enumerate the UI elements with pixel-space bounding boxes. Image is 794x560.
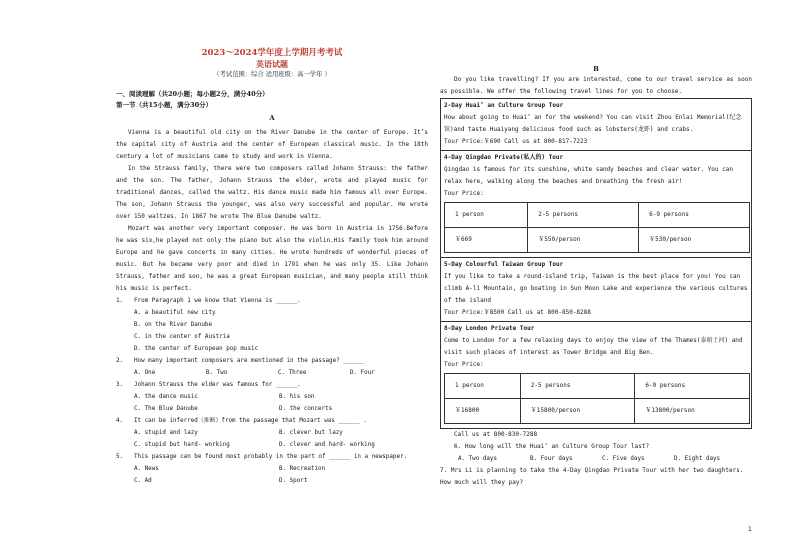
passage-paragraph: Vienna is a beautiful old city on the River Danube in the center of Europe. It’s the capital city of Austria and the center of European classical music. In the 18th century a lot of musicians came to study and work in Vienna. <box>116 129 428 160</box>
answer-option: C. Three <box>278 370 307 376</box>
question-number: 2. <box>116 358 124 364</box>
table-cell: ￥530/person <box>639 228 750 253</box>
table-cell: 1 person <box>445 203 528 228</box>
answer-option: B. on the River Danube <box>134 322 213 328</box>
tour-description: If you like to take a round-island trip, Taiwan is the best place for you! You can climb A-li Mountain, go boating in Sun Moon Lake and experience the various cultures of the island <box>444 273 748 304</box>
table-row <box>445 228 750 253</box>
exam-scope: （考试范围：综合 适用班级：高一学年 ） <box>213 71 331 78</box>
answer-option: B. Recreation <box>279 466 326 472</box>
passage-letter-b: B <box>593 65 599 73</box>
passage-paragraph: Mozart was another very important composer. He was born in Austria in 1756.Before he was six,he played not only the piano but also the violin.His family took him around Europe and he gave concerts in many cities. He wrote hundreds of wonderful pieces of music. But he became very poor and died in 1791 when he was only 35. Like Johann Strauss, father and son, he was a great European musician, and many people still think his music is perfect. <box>116 225 428 292</box>
tour-price-label: Tour Price: <box>444 190 484 197</box>
question-number: 4. <box>116 418 124 424</box>
tour-price: Tour Price:￥8500 Call us at 800-850-8288 <box>444 309 591 316</box>
tour-table <box>440 98 752 429</box>
right-column <box>440 64 752 489</box>
table-cell: 2-5 persons <box>528 203 639 228</box>
price-table-london <box>444 373 750 424</box>
tour-description: Qingdao is famous for its sunshine, white sandy beaches and clear water. You can relax here, walking along the beaches and breathing the fresh air! <box>444 166 733 185</box>
table-cell: 6-9 persons <box>635 374 750 399</box>
tour-description: How about going to Huai’ an for the weekend? You can visit Zhou Enlai Memorial(纪念馆)and taste Huaiyang delicious food such as lobsters(龙虾) and crabs. <box>444 114 742 133</box>
question-text: It can be inferred（推断）from the passage that Mozart was ______ . <box>134 418 367 424</box>
answer-option: A. a beautiful new city <box>134 310 216 316</box>
question-4 <box>116 415 428 451</box>
left-column <box>116 48 428 487</box>
question-1 <box>116 295 428 355</box>
tour-title: 4-Day Qingdao Private(私人的) Tour <box>444 154 564 161</box>
price-table-qingdao <box>444 202 750 253</box>
question-number: 1. <box>116 298 124 304</box>
question-text: This passage can be found most probably in the part of ______ in a newspaper. <box>134 454 408 460</box>
answer-option: A. the dance music <box>134 394 198 400</box>
question-text: How many important composers are mentioned in the passage? ______ <box>134 358 365 364</box>
table-row <box>445 399 750 424</box>
answer-option: A. stupid and lazy <box>134 430 198 436</box>
passage-paragraph: In the Strauss family, there were two composers called Johann Strauss: the father and the son. The father, Johann Strauss the elder, wrote and played music for traditional dances, called the waltz. His dance music made him famous all over Europe. The son, Johann Strauss the younger, was also very successful and popular. He wrote over 150 waltzes. In 1867 he wrote The Blue Danube waltz. <box>116 165 428 220</box>
passage-b-intro: Do you like travelling? If you are interested, come to our travel service as soon as possible. We offer the following travel lines for you to choose. <box>440 76 752 95</box>
table-row <box>445 203 750 228</box>
tour-block-huaian <box>441 99 751 151</box>
tour-description: Come to London for a few relaxing days to enjoy the view of the Thames(泰晤士河) and visit such places of interest as Tower Bridge and Big Ben. <box>444 337 743 356</box>
answer-option: B. Two <box>206 370 228 376</box>
tour-block-taiwan <box>441 258 751 322</box>
exam-title: 2023～2024学年度上学期月考考试 <box>201 48 343 58</box>
tour-title: 8-Day London Private Tour <box>444 325 535 332</box>
table-row <box>445 374 750 399</box>
tour-block-london <box>441 322 751 428</box>
answer-option: A. One <box>134 370 156 376</box>
page-number: 1 <box>748 526 752 533</box>
table-cell: 6-9 persons <box>639 203 750 228</box>
answer-option: C. stupid but hard- working <box>134 442 230 448</box>
answer-option: D. clever and hard- working <box>279 442 375 448</box>
exam-subtitle: 英语试题 <box>256 59 288 69</box>
answer-option: A. News <box>134 466 159 472</box>
answer-option: D. Eight days <box>674 456 721 462</box>
answer-option: B. his son <box>279 394 315 400</box>
answer-option: D. Four <box>350 370 375 376</box>
question-6: 6. How long will the Huai’ an Culture Group Tour last? <box>454 443 650 450</box>
tour-title: 5-Day Colourful Taiwan Group Tour <box>444 261 564 268</box>
part-heading: 一、阅读理解（共20小题；每小题2分，满分40分） <box>116 90 269 98</box>
table-cell: ￥550/person <box>528 228 639 253</box>
answer-option: D. the center of European pop music <box>134 346 259 352</box>
table-cell: ￥13800/person <box>635 399 750 424</box>
table-cell: ￥16800 <box>445 399 521 424</box>
question-text: Johann Strauss the elder was famous for ______. <box>134 382 301 388</box>
tour-block-qingdao <box>441 151 751 258</box>
table-cell: 1 person <box>445 374 521 399</box>
tour-price: Tour Price:￥690 Call us at 800-817-7223 <box>444 138 588 145</box>
question-5 <box>116 451 428 487</box>
question-7: 7. Mrs Li is planning to take the 4-Day Qingdao Private Tour with her two daughters. How much will they pay? <box>440 467 744 486</box>
question-number: 3. <box>116 382 124 388</box>
table-cell: 2-5 persons <box>520 374 635 399</box>
answer-option: C. Ad <box>134 478 152 484</box>
answer-option: C. in the center of Austria <box>134 334 230 340</box>
answer-option: B. clever but lazy <box>279 430 343 436</box>
table-cell: ￥669 <box>445 228 528 253</box>
answer-option: C. Five days <box>602 456 645 462</box>
section-heading: 第一节（共15小题，满分30分） <box>116 101 213 109</box>
tour-title: 2-Day Huai’ an Culture Group Tour <box>444 102 564 109</box>
question-6-options <box>440 453 752 465</box>
london-call-line: Call us at 800-830-7288 <box>454 431 538 438</box>
answer-option: D. the concerts <box>279 406 333 412</box>
answer-option: A. Two days <box>458 456 498 462</box>
table-cell: ￥15800/person <box>520 399 635 424</box>
answer-option: C. The Blue Danube <box>134 406 198 412</box>
answer-option: B. Four days <box>530 456 573 462</box>
question-text: From Paragraph 1 we know that Vienna is ______. <box>134 298 301 304</box>
passage-letter-a: A <box>269 114 275 122</box>
question-2 <box>116 355 428 379</box>
question-number: 5. <box>116 454 124 460</box>
answer-option: D. Sport <box>279 478 308 484</box>
tour-price-label: Tour Price: <box>444 361 484 368</box>
question-3 <box>116 379 428 415</box>
